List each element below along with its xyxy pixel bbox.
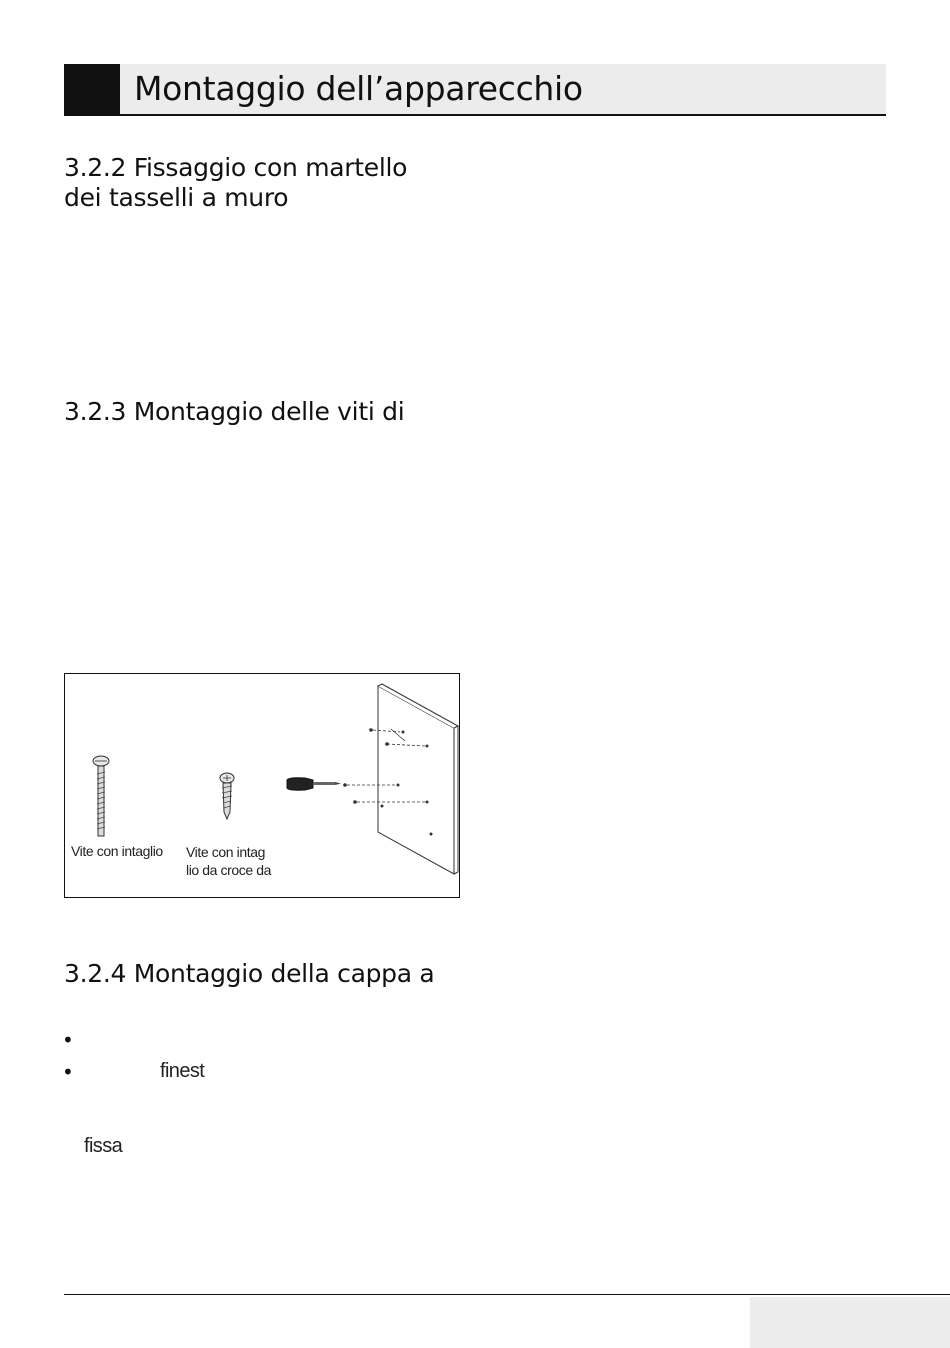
bullet-1: • [62, 1028, 74, 1052]
screwdriver-icon [287, 778, 341, 791]
caption-cross-screw-line2: lio da croce da [186, 862, 272, 878]
cross-head-screw-icon [220, 773, 234, 819]
page-number-tab [750, 1297, 950, 1348]
section-heading-3-2-4: 3.2.4 Montaggio della cappa a [64, 959, 435, 988]
chapter-header [64, 64, 886, 116]
caption-cross-screw-line1: Vite con intag [186, 844, 265, 860]
section-heading-3-2-3: 3.2.3 Montaggio delle viti di [64, 397, 405, 426]
page-title: Montaggio dell’apparecchio [134, 69, 583, 108]
caption-slotted-screw: Vite con intaglio [71, 843, 163, 859]
footer-divider [64, 1294, 950, 1295]
bullet-2: • [62, 1060, 74, 1084]
paragraph-text: fissa [84, 1135, 123, 1157]
wall-panel-icon [343, 684, 458, 874]
header-black-block [64, 64, 120, 114]
bullet-2-text: finest [160, 1060, 205, 1082]
section-heading-3-2-2 [64, 153, 407, 213]
section-heading-3-2-2-line1: 3.2.2 Fissaggio con martello [64, 153, 408, 182]
section-heading-3-2-2-line2: dei tasselli a muro [64, 183, 289, 212]
screw-mounting-figure [64, 673, 460, 898]
long-slotted-screw-icon [93, 756, 109, 836]
